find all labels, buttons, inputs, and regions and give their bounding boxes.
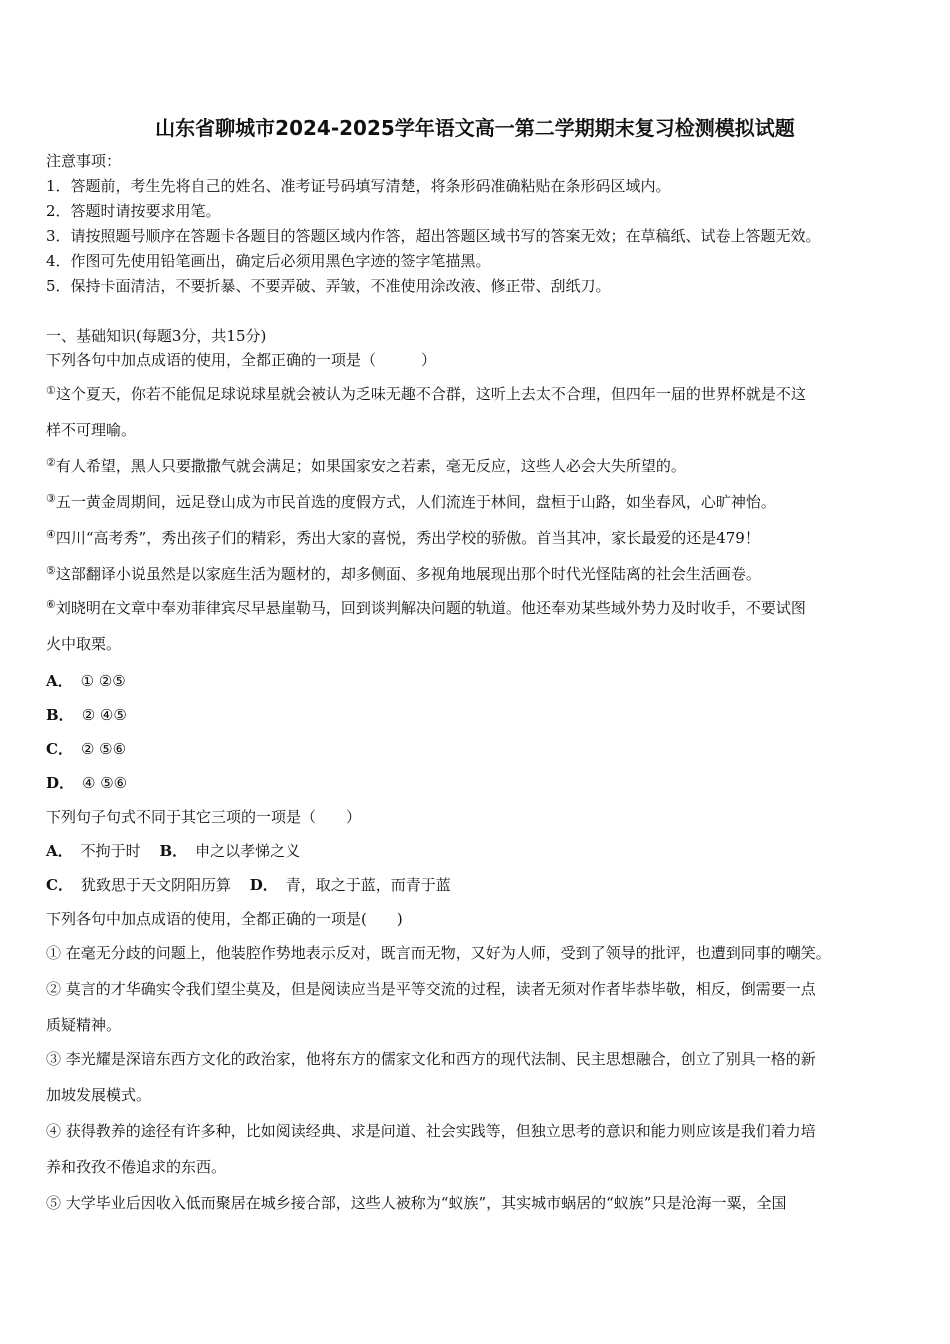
page-title: 山东省聊城市2024-2025学年语文高一第二学期期末复习检测模拟试题 [155,116,795,140]
sentence-continuation: 质疑精神。 [46,1016,122,1034]
option-letter: C． [46,876,73,894]
item-number: ⑥ [46,598,56,611]
option-text: 申之以孝悌之义 [195,842,301,860]
section-heading: 一、基础知识(每题3分，共15分) [46,327,267,345]
answer-option[interactable] [46,705,127,725]
sentence-text: 四川“高考秀”，秀出孩子们的精彩，秀出大家的喜悦，秀出学校的骄傲。首当其冲，家长最爱的还是479！ [55,529,760,547]
item-number: ③ [46,492,56,505]
item-number: ② [46,456,56,469]
notice-item: 2．答题时请按要求用笔。 [46,202,221,220]
q1-sentence [46,384,806,404]
answer-option[interactable] [46,876,231,894]
notice-heading: 注意事项： [46,152,122,170]
option-letter: B． [46,706,74,724]
option-letter: D． [249,876,278,894]
question-stem: 下列各句中加点成语的使用，全都正确的一项是（ ） [46,351,437,369]
sentence-text: 这个夏天，你若不能侃足球说球星就会被认为乏味无趣不合群，这听上去太不合理，但四年一届的世界杯就是不这 [55,385,806,403]
answer-option-row [46,841,300,861]
q1-sentence [46,528,760,548]
sentence-continuation: 加坡发展模式。 [46,1086,152,1104]
sentence-continuation: 样不可理喻。 [46,421,137,439]
item-number: ④ [46,528,56,541]
question-stem: 下列各句中加点成语的使用，全都正确的一项是( ) [46,910,403,928]
option-letter: D． [46,774,75,792]
option-text: ② ⑤⑥ [80,740,127,758]
q3-sentence: ① 在毫无分歧的问题上，他装腔作势地表示反对，既言而无物，又好为人师，受到了领导的批评，也遭到同事的嘲笑。 [46,944,831,962]
sentence-text: 这部翻译小说虽然是以家庭生活为题材的，却多侧面、多视角地展现出那个时代光怪陆离的社会生活画卷。 [55,565,761,583]
answer-option[interactable] [46,773,127,793]
notice-item: 4．作图可先使用铅笔画出，确定后必须用黑色字迹的签字笔描黑。 [46,252,491,270]
answer-option[interactable] [46,739,126,759]
sentence-text: 有人希望，黑人只要撒撒气就会满足；如果国家安之若素，毫无反应，这些人必会大失所望的。 [55,457,686,475]
q3-sentence: ② 莫言的才华确实令我们望尘莫及，但是阅读应当是平等交流的过程，读者无须对作者毕恭毕敬，相反，倒需要一点 [46,980,816,998]
option-text: 犹致思于天文阴阳历算 [80,876,231,894]
sentence-text: 五一黄金周期间，远足登山成为市民首选的度假方式，人们流连于林间，盘桓于山路，如坐春风，心旷神怡。 [55,493,776,511]
sentence-text: 刘晓明在文章中奉劝菲律宾尽早悬崖勒马，回到谈判解决问题的轨道。他还奉劝某些域外势力及时收手，不要试图 [55,599,806,617]
sentence-continuation: 火中取栗。 [46,635,122,653]
q3-sentence: ③ 李光耀是深谙东西方文化的政治家，他将东方的儒家文化和西方的现代法制、民主思想融合，创立了别具一格的新 [46,1050,816,1068]
answer-option-row [46,875,451,895]
option-text: ④ ⑤⑥ [82,774,128,792]
option-text: 青，取之于蓝，而青于蓝 [285,876,451,894]
option-text: 不拘于时 [80,842,141,860]
q1-sentence [46,492,776,512]
option-letter: A． [46,672,73,690]
option-text: ① ②⑤ [80,672,126,690]
option-letter: B． [159,842,188,860]
answer-option[interactable] [159,842,300,860]
q3-sentence: ⑤ 大学毕业后因收入低而聚居在城乡接合部，这些人被称为“蚁族”，其实城市蜗居的“蚁族”只是沧海一粟，全国 [46,1194,787,1212]
question-stem: 下列句子句式不同于其它三项的一项是（ ） [46,808,362,826]
option-letter: A． [46,842,73,860]
notice-item: 3．请按照题号顺序在答题卡各题目的答题区域内作答，超出答题区域书写的答案无效；在草稿纸、试卷上答题无效。 [46,227,821,245]
option-letter: C． [46,740,73,758]
q1-sentence [46,456,686,476]
notice-item: 5．保持卡面清洁，不要折暴、不要弄破、弄皱，不准使用涂改液、修正带、刮纸刀。 [46,277,611,295]
option-text: ② ④⑤ [81,706,127,724]
item-number: ① [46,384,56,397]
q1-sentence [46,598,806,618]
sentence-continuation: 养和孜孜不倦追求的东西。 [46,1158,227,1176]
q1-sentence [46,564,761,584]
item-number: ⑤ [46,564,56,577]
answer-option[interactable] [46,671,126,691]
notice-item: 1．答题前，考生先将自己的姓名、准考证号码填写清楚，将条形码准确粘贴在条形码区域内。 [46,177,671,195]
answer-option[interactable] [46,842,141,860]
q3-sentence: ④ 获得教养的途径有许多种，比如阅读经典、求是问道、社会实践等，但独立思考的意识和能力则应该是我们着力培 [46,1122,816,1140]
answer-option[interactable] [250,876,451,894]
